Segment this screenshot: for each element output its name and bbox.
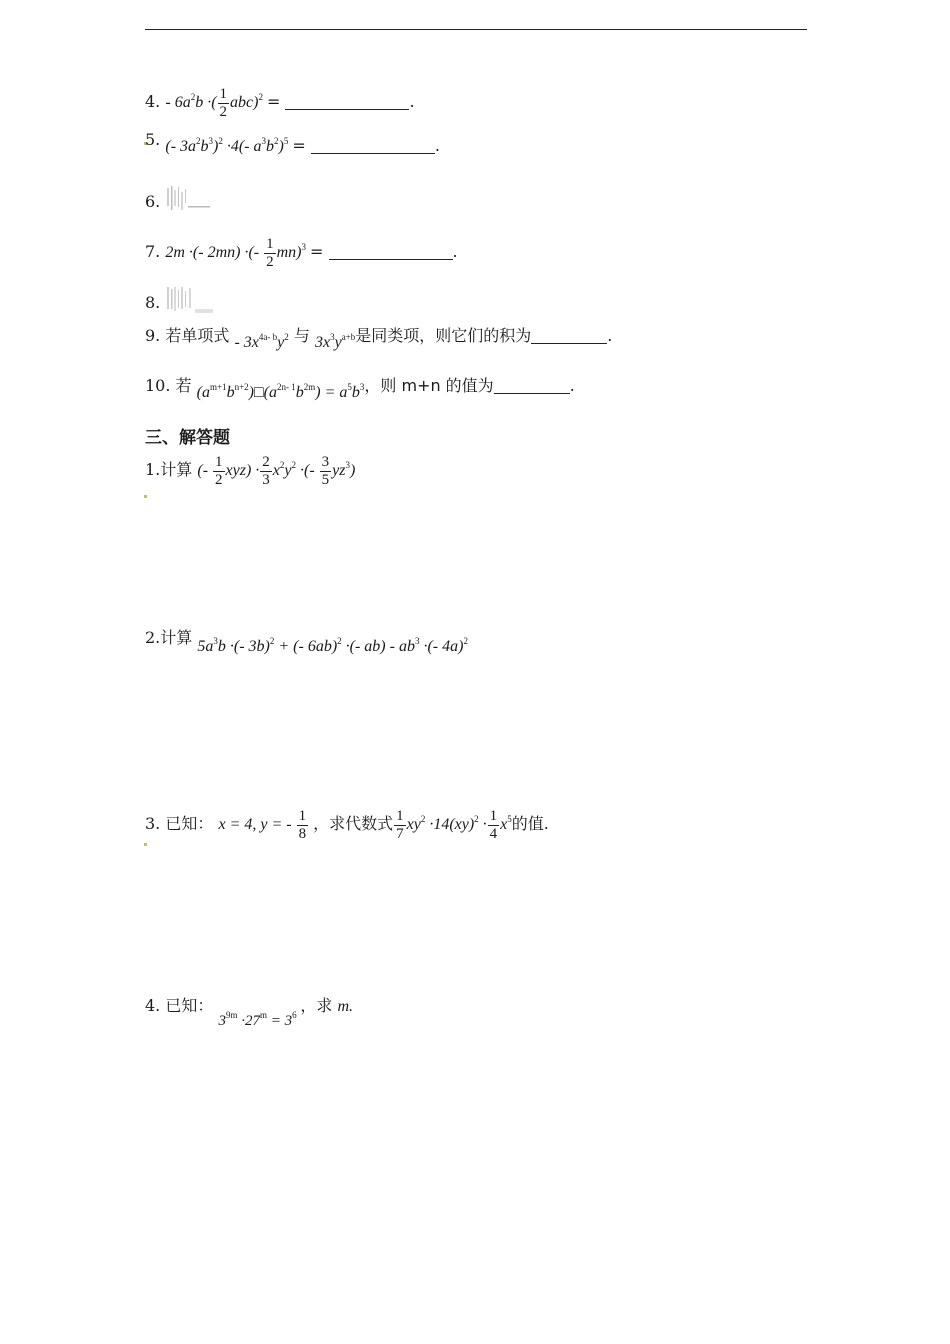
math-expression: $5a^3b$ ·(- 3b)$^2$ + (- 6ab)$^2$ ·(- $ab) - ab^3$ ·(- 4a)$^2$ [197,636,468,655]
question-number: 5. [145,130,161,149]
answer-blank[interactable] [311,153,435,154]
problem-2 [145,628,468,657]
math-expression: - $6a^2b$ ·( $\frac{1}{2}$ abc)$^2$ [165,86,263,120]
broken-image-placeholder [165,287,215,320]
problem-3 [145,808,549,843]
question-text: 已知： [165,814,214,834]
question-text: ，求 [300,996,333,1015]
question-6 [145,186,215,219]
math-expression: x = 4, y = - $\frac{1}{8}$ [218,808,307,842]
math-expression: $3x^3y^{a+b}$ [314,332,356,351]
math-expression: 2m ·(- 2mn) ·(- $\frac{1}{2}$ mn)$^3$ [165,236,306,270]
math-expression: (- $3a^2b^3)^2 \cdot 4(-$ $a^3b^2)^5$ [165,136,289,155]
math-expression: $\frac{1}{7}$ $xy^2 \cdot 14(xy)^2$ · $\frac{1}{4}$ $x^5$ [396,808,512,842]
math-expression: - $3x^{4a- b}y^2$ [234,332,289,351]
equals-sign: = [292,136,306,155]
question-4: 4. - $6a^2b$ ·( $\frac{1}{2}$ abc)$^2$ = . [145,86,415,120]
question-text: 若单项式 [165,326,230,345]
question-text: 已知： [165,996,214,1015]
question-8 [145,287,215,320]
answer-blank[interactable] [531,343,607,344]
question-10: 10. 若 $(a^{m+1}b^{n+2})□(a^{2n- 1}b^{2m}) = a^5b^3$，则 m+n 的值为 . [145,376,575,401]
equals-sign: = [266,92,281,112]
question-number: 9. [145,326,161,345]
math-expression: $(a^{m+1}b^{n+2})□(a^{2n- 1}b^{2m}) = a^5b^3$ [196,382,365,401]
question-number: 7. [145,242,161,262]
answer-blank[interactable] [285,109,409,110]
question-text: 的值. [511,814,549,834]
question-5: 5. (- $3a^2b^3)^2 \cdot 4(-$ $a^3b^2)^5$ = . [145,130,440,155]
question-text: 若 [175,376,192,395]
question-text: 计算 [160,460,193,480]
stray-dot [144,495,147,498]
problem-4 [145,996,353,1031]
answer-blank[interactable] [329,259,453,260]
question-text: ，则 m+n 的值为 [364,376,494,395]
question-number: 1. [145,460,161,480]
question-number: 10. [145,376,171,395]
question-number: 4. [145,996,161,1015]
question-text: 与 [293,326,310,345]
question-text: 是同类项，则它们的积为 [355,326,532,345]
header-rule [145,29,807,30]
question-7: 7. 2m ·(- 2mn) ·(- $\frac{1}{2}$ mn)$^3$ = . [145,236,458,270]
stray-dot [144,843,147,846]
section-heading: 三、解答题 [145,428,230,448]
question-9: 9. 若单项式 - $3x^{4a- b}y^2$ 与 $3x^3y^{a+b}$是同类项，则它们的积为 . [145,326,613,351]
question-number: 4. [145,92,161,112]
math-expression: $3^{9m} \cdot 27^m = 3^6$ [218,1010,297,1029]
question-text: 计算 [160,628,193,647]
answer-blank[interactable] [494,393,570,394]
question-number: 6. [145,192,161,211]
question-text: ，求代数式 [313,814,394,834]
math-expression: (- $\frac{1}{2}$ xyz) · $\frac{2}{3}$ $x^2y^2$ ·(- $\frac{3}{5}$ $yz^3$) [197,454,356,488]
question-number: 2. [145,628,161,647]
equals-sign: = [310,242,324,262]
question-number: 8. [145,293,161,312]
question-number: 3. [145,814,161,834]
broken-image-placeholder [165,186,215,219]
problem-1 [145,454,355,489]
math-expression: m. [337,998,354,1015]
